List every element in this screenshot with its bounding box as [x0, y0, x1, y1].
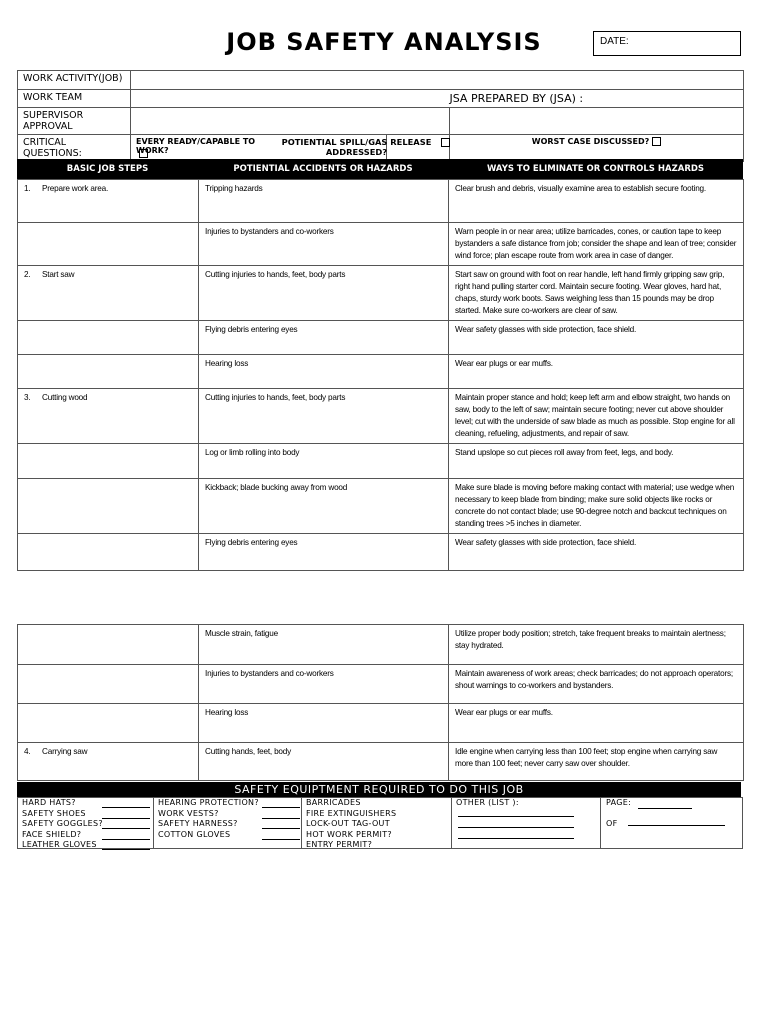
equipment-item	[22, 809, 149, 820]
hazard-cell: Kickback; blade bucking away from wood	[199, 479, 449, 534]
step-row	[18, 625, 744, 665]
hazard-cell: Cutting injuries to hands, feet, body parts	[199, 266, 449, 321]
equipment-item	[306, 840, 447, 851]
step-cell	[18, 444, 199, 479]
hazard-cell: Log or limb rolling into body	[199, 444, 449, 479]
equipment-label: FIRE EXTINGUISHERS	[306, 808, 397, 818]
step-cell	[18, 389, 199, 444]
step-cell	[18, 223, 199, 266]
page-info	[601, 798, 742, 848]
step-number: 1.	[24, 184, 31, 193]
control-cell: Warn people in or near area; utilize barricades, cones, or caution tape to keep bystanders a safe distance from job; consider the shape and lean of tree; consider wind force; plan escape route from work area in case of danger.	[449, 223, 744, 266]
step-row	[18, 266, 744, 321]
step-number: 3.	[24, 393, 31, 402]
other-line-3[interactable]	[458, 838, 574, 839]
equipment-label: SAFETY GOGGLES?	[22, 819, 103, 828]
page-field[interactable]	[638, 808, 692, 809]
header-table	[17, 70, 744, 162]
step-cell	[18, 355, 199, 389]
question-spill	[269, 137, 444, 157]
hazard-cell: Flying debris entering eyes	[199, 321, 449, 355]
equipment-label: HEARING PROTECTION?	[158, 798, 259, 807]
equipment-section	[17, 797, 743, 849]
equipment-col-3	[302, 798, 452, 848]
hazard-cell: Hearing loss	[199, 355, 449, 389]
question-ready	[131, 135, 432, 162]
step-text: Start saw	[42, 270, 75, 279]
equipment-heading: SAFETY EQUIPTMENT REQUIRED TO DO THIS JOB	[17, 782, 741, 797]
equipment-label: ENTRY PERMIT?	[306, 840, 373, 849]
equipment-item	[306, 809, 447, 820]
control-cell: Make sure blade is moving before making contact with material; use wedge when necessary to keep blade from binding; make sure solid objects like rocks or concrete do not contact blade; use 90-degree notch and backcut techniques on standing trees >5 inches in diameter.	[449, 479, 744, 534]
control-cell: Idle engine when carrying less than 100 feet; stop engine when carrying saw more than 100 feet; never carry saw over shoulder.	[449, 743, 744, 781]
col-header-steps: BASIC JOB STEPS	[66, 164, 149, 174]
work-activity-field[interactable]	[131, 71, 744, 90]
equipment-label: HOT WORK PERMIT?	[306, 829, 392, 839]
equipment-label: BARRICADES	[306, 798, 361, 807]
column-header-bar	[17, 159, 743, 179]
page-label: PAGE:	[606, 798, 632, 807]
col-header-controls: WAYS TO ELIMINATE OR CONTROLS HAZARDS	[486, 164, 705, 174]
equipment-item	[306, 798, 447, 809]
step-cell	[18, 704, 199, 743]
jsa-prepared-label: JSA PREPARED BY (JSA) :	[450, 90, 744, 108]
equipment-answer-line[interactable]	[262, 839, 300, 840]
jsa-prepared-field[interactable]	[450, 108, 744, 135]
hazard-cell: Tripping hazards	[199, 180, 449, 223]
control-cell: Maintain proper stance and hold; keep left arm and elbow straight, two hands on saw, body to the left of saw; maintain secure footing; never cut above shoulder level; cut with the underside of saw blade as much as possible. Stop engine for all cleaning, refueling, adjustments, and repair of saw.	[449, 389, 744, 444]
other-line-1[interactable]	[458, 816, 574, 817]
step-row	[18, 355, 744, 389]
page-title: JOB SAFETY ANALYSIS	[226, 28, 542, 56]
step-cell	[18, 479, 199, 534]
date-label: DATE:	[600, 36, 629, 47]
question-ready-text: EVERY READY/CAPABLE TO WORK?	[136, 137, 256, 155]
control-cell: Wear ear plugs or ear muffs.	[449, 704, 744, 743]
equipment-item	[22, 840, 149, 851]
equipment-col-2	[154, 798, 302, 848]
equipment-item	[22, 819, 149, 830]
of-field[interactable]	[628, 825, 725, 826]
worst-case-checkbox[interactable]	[652, 137, 661, 146]
step-row	[18, 444, 744, 479]
step-text: Carrying saw	[42, 747, 88, 756]
equipment-label: HARD HATS?	[22, 798, 76, 807]
equipment-label: LEATHER GLOVES	[22, 840, 97, 849]
step-row	[18, 665, 744, 704]
equipment-label: LOCK-OUT TAG-OUT	[306, 819, 390, 828]
step-cell	[18, 321, 199, 355]
step-row	[18, 180, 744, 223]
job-steps-table-1	[17, 179, 744, 571]
control-cell: Stand upslope so cut pieces roll away from feet, legs, and body.	[449, 444, 744, 479]
control-cell: Maintain awareness of work areas; check barricades; do not approach operators; shout warnings to co-workers and bystanders.	[449, 665, 744, 704]
question-worst-case-text: WORST CASE DISCUSSED?	[531, 137, 650, 146]
control-cell: Utilize proper body position; stretch, take frequent breaks to maintain alertness; stay hydrated.	[449, 625, 744, 665]
col-header-hazards: POTIENTIAL ACCIDENTS OR HAZARDS	[233, 164, 413, 174]
other-line-2[interactable]	[458, 827, 574, 828]
step-row	[18, 534, 744, 571]
step-row	[18, 479, 744, 534]
equipment-item	[158, 809, 297, 820]
step-cell	[18, 180, 199, 223]
hazard-cell: Cutting injuries to hands, feet, body parts	[199, 389, 449, 444]
control-cell: Wear safety glasses with side protection, face shield.	[449, 534, 744, 571]
work-team-label: WORK TEAM	[18, 90, 131, 108]
equipment-item	[22, 798, 149, 809]
equipment-item	[306, 830, 447, 841]
control-cell: Clear brush and debris, visually examine area to establish secure footing.	[449, 180, 744, 223]
step-text: Cutting wood	[42, 393, 88, 402]
step-number: 4.	[24, 747, 31, 756]
work-team-field[interactable]	[131, 90, 450, 108]
ready-checkbox[interactable]	[139, 149, 148, 158]
step-number: 2.	[24, 270, 31, 279]
equipment-col-1	[18, 798, 154, 848]
step-row	[18, 704, 744, 743]
step-row	[18, 743, 744, 781]
control-cell: Wear ear plugs or ear muffs.	[449, 355, 744, 389]
equipment-item	[306, 819, 447, 830]
step-cell	[18, 743, 199, 781]
hazard-cell: Injuries to bystanders and co-workers	[199, 223, 449, 266]
step-row	[18, 389, 744, 444]
other-label: OTHER (LIST ):	[456, 798, 519, 807]
control-cell: Wear safety glasses with side protection, face shield.	[449, 321, 744, 355]
equipment-label: WORK VESTS?	[158, 808, 219, 818]
job-steps-table-2	[17, 624, 744, 781]
equipment-item	[22, 830, 149, 841]
step-row	[18, 223, 744, 266]
spill-checkbox[interactable]	[441, 138, 450, 147]
step-text: Prepare work area.	[42, 184, 109, 193]
equipment-other	[452, 798, 601, 848]
equipment-answer-line[interactable]	[102, 849, 150, 850]
step-cell	[18, 665, 199, 704]
equipment-label: SAFETY SHOES	[22, 808, 86, 818]
step-cell	[18, 625, 199, 665]
hazard-cell: Injuries to bystanders and co-workers	[199, 665, 449, 704]
supervisor-field[interactable]	[131, 108, 450, 135]
equipment-item	[158, 819, 297, 830]
work-activity-label: WORK ACTIVITY(JOB)	[18, 71, 131, 90]
of-label: OF	[606, 819, 618, 828]
equipment-item	[158, 798, 297, 809]
hazard-cell: Cutting hands, feet, body	[199, 743, 449, 781]
step-cell	[18, 266, 199, 321]
date-field[interactable]	[593, 31, 741, 56]
hazard-cell: Flying debris entering eyes	[199, 534, 449, 571]
question-worst-case	[450, 135, 744, 162]
hazard-cell: Hearing loss	[199, 704, 449, 743]
equipment-item	[158, 830, 297, 841]
step-cell	[18, 534, 199, 571]
equipment-label: SAFETY HARNESS?	[158, 819, 238, 828]
question-spill-text: POTIENTIAL SPILL/GAS RELEASE ADDRESSED?	[281, 137, 432, 157]
control-cell: Start saw on ground with foot on rear handle, left hand firmly gripping saw grip, right hand pulling starter cord. Maintain secure footing. Wear gloves, hard hat, chaps, sturdy work boots. Saws weighing less than 15 pounds may be drop started. Make sure co-workers are clear of saw.	[449, 266, 744, 321]
equipment-label: COTTON GLOVES	[158, 829, 231, 839]
step-row	[18, 321, 744, 355]
equipment-label: FACE SHIELD?	[22, 829, 82, 839]
hazard-cell: Muscle strain, fatigue	[199, 625, 449, 665]
critical-questions-label: CRITICAL QUESTIONS:	[18, 135, 131, 162]
supervisor-label: SUPERVISOR APPROVAL	[18, 108, 131, 135]
